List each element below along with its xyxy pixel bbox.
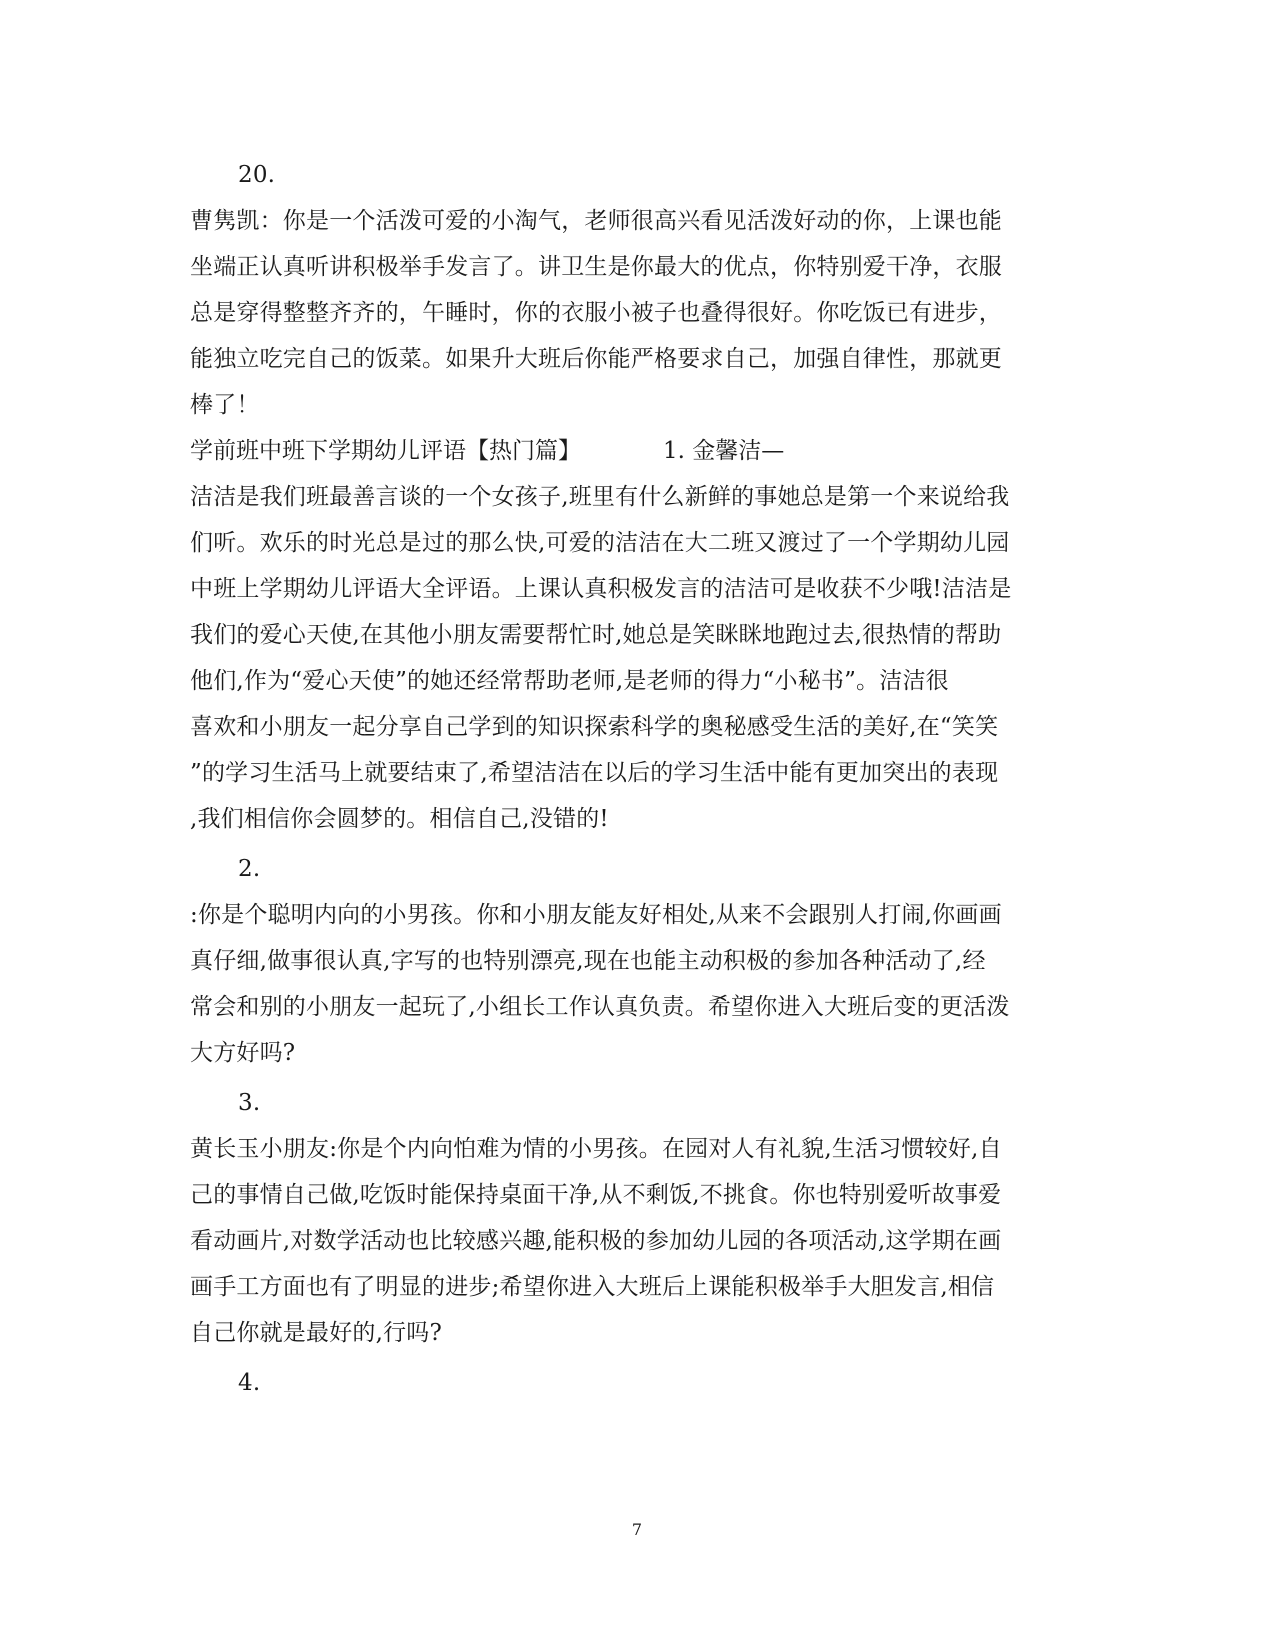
paragraph-line: 常会和别的小朋友一起玩了,小组长工作认真负责。希望你进入大班后变的更活泼 bbox=[190, 994, 1010, 1020]
section-heading bbox=[190, 436, 1090, 466]
paragraph-line: ,我们相信你会圆梦的。相信自己,没错的! bbox=[190, 806, 609, 832]
section-number: 4. bbox=[238, 1370, 261, 1396]
section-number: 20. bbox=[238, 162, 276, 188]
paragraph-line: 画手工方面也有了明显的进步;希望你进入大班后上课能积极举手大胆发言,相信 bbox=[190, 1274, 995, 1300]
page-number: 7 bbox=[631, 1520, 643, 1539]
paragraph-line: 自己你就是最好的,行吗? bbox=[190, 1320, 443, 1346]
heading-title: 学前班中班下学期幼儿评语【热门篇】 bbox=[190, 438, 581, 464]
paragraph-line: 中班上学期幼儿评语大全评语。上课认真积极发言的洁洁可是收获不少哦!洁洁是 bbox=[190, 576, 1012, 602]
paragraph-line: 坐端正认真听讲积极举手发言了。讲卫生是你最大的优点，你特别爱干净，衣服 bbox=[190, 254, 1002, 280]
paragraph-line: 洁洁是我们班最善言谈的一个女孩子,班里有什么新鲜的事她总是第一个来说给我 bbox=[190, 484, 1010, 510]
paragraph-line: 真仔细,做事很认真,字写的也特别漂亮,现在也能主动积极的参加各种活动了,经 bbox=[190, 948, 986, 974]
paragraph-line: 大方好吗? bbox=[190, 1040, 296, 1066]
paragraph-line: 总是穿得整整齐齐的，午睡时，你的衣服小被子也叠得很好。你吃饭已有进步， bbox=[190, 300, 1002, 326]
paragraph-line: 他们,作为“爱心天使”的她还经常帮助老师,是老师的得力“小秘书”。洁洁很 bbox=[190, 668, 949, 694]
paragraph-line: 曹隽凯：你是一个活泼可爱的小淘气，老师很高兴看见活泼好动的你，上课也能 bbox=[190, 208, 1002, 234]
paragraph-line: 黄长玉小朋友:你是个内向怕难为情的小男孩。在园对人有礼貌,生活习惯较好,自 bbox=[190, 1136, 1002, 1162]
paragraph-line: 能独立吃完自己的饭菜。如果升大班后你能严格要求自己，加强自律性，那就更 bbox=[190, 346, 1002, 372]
paragraph-line: 看动画片,对数学活动也比较感兴趣,能积极的参加幼儿园的各项活动,这学期在画 bbox=[190, 1228, 1002, 1254]
paragraph-line: 我们的爱心天使,在其他小朋友需要帮忙时,她总是笑眯眯地跑过去,很热情的帮助 bbox=[190, 622, 1002, 648]
paragraph-line: 己的事情自己做,吃饭时能保持桌面干净,从不剩饭,不挑食。你也特别爱听故事爱 bbox=[190, 1182, 1002, 1208]
paragraph-line: :你是个聪明内向的小男孩。你和小朋友能友好相处,从来不会跟别人打闹,你画画 bbox=[190, 902, 1002, 928]
paragraph-line: ”的学习生活马上就要结束了,希望洁洁在以后的学习生活中能有更加突出的表现 bbox=[190, 760, 999, 786]
paragraph-line: 喜欢和小朋友一起分享自己学到的知识探索科学的奥秘感受生活的美好,在“笑笑 bbox=[190, 714, 999, 740]
section-number: 3. bbox=[238, 1090, 261, 1116]
section-number: 2. bbox=[238, 856, 261, 882]
paragraph-line: 棒了！ bbox=[190, 392, 260, 418]
heading-first-item: 1. 金馨洁— bbox=[663, 438, 785, 464]
paragraph-line: 们听。欢乐的时光总是过的那么快,可爱的洁洁在大二班又渡过了一个学期幼儿园 bbox=[190, 530, 1010, 556]
